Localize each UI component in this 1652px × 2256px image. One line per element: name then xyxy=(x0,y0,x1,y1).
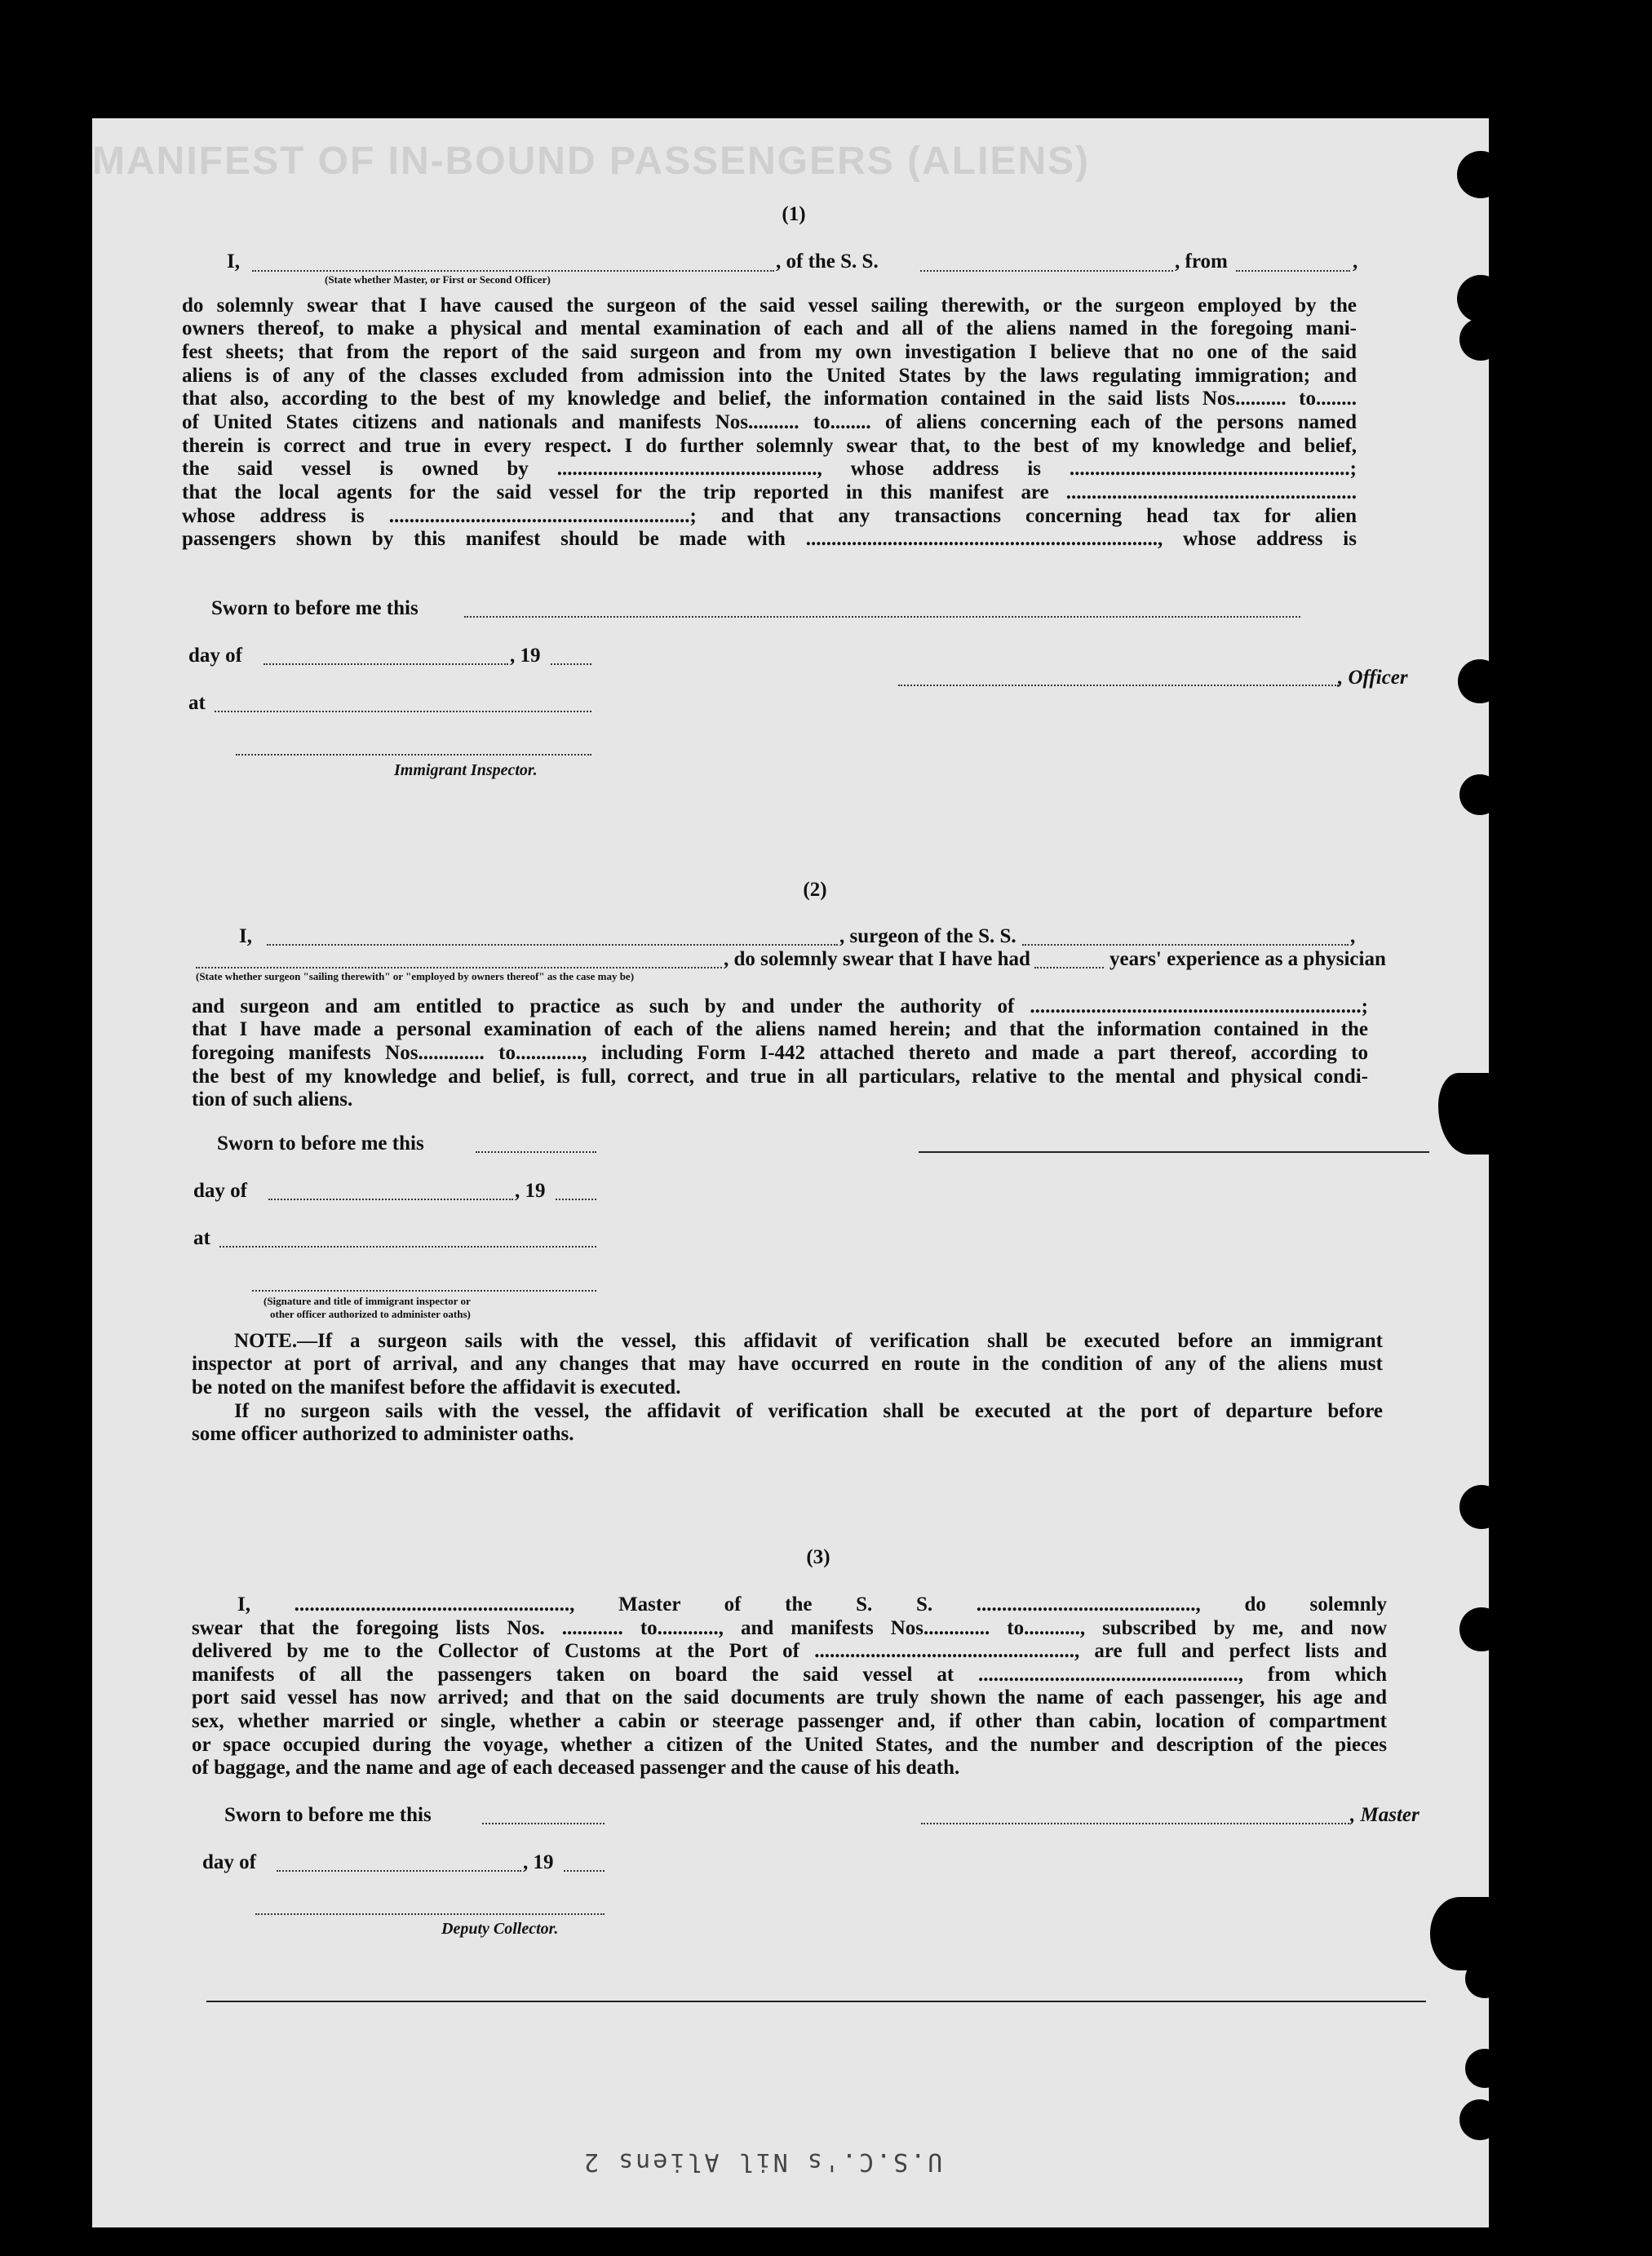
punch-hole xyxy=(1459,774,1500,815)
footer-stamp: U.S.C.'s Nil Aliens 2 xyxy=(582,2147,943,2176)
s1-line: owners thereof, to make a physical and mental examination of each and all of the aliens named in the foregoing mani- xyxy=(182,317,1357,339)
s2-at-label: at xyxy=(193,1227,210,1249)
s2-day-field[interactable] xyxy=(268,1199,513,1200)
s2-line: the best of my knowledge and belief, is full, correct, and true in all particulars, relative to the mental and physical condi- xyxy=(192,1066,1368,1088)
punch-hole xyxy=(1457,151,1504,198)
s1-at-label: at xyxy=(188,692,206,714)
s2-line: foregoing manifests Nos............. to............., including Form I-442 attached thereto and made a part thereof, according to xyxy=(192,1042,1368,1064)
s3-sworn-field[interactable] xyxy=(482,1823,605,1824)
manifest-page xyxy=(92,118,1489,2227)
s2-inspector-signature-line[interactable] xyxy=(252,1290,596,1292)
s2-line: and surgeon and am entitled to practice as such by and under the authority of .................................................................; xyxy=(192,995,1368,1017)
s3-deputy-signature-line[interactable] xyxy=(255,1913,605,1915)
s1-officer-signature-line[interactable] xyxy=(898,685,1339,686)
s2-sig-note-1: (Signature and title of immigrant inspector or xyxy=(264,1295,471,1307)
s1-year-field[interactable] xyxy=(551,663,591,665)
s2-year-label: , 19 xyxy=(515,1180,546,1202)
s1-from-label: , from xyxy=(1175,250,1228,273)
s2-note-line: NOTE.—If a surgeon sails with the vessel, this affidavit of verification shall be executed before an immigrant xyxy=(234,1330,1383,1352)
s3-day-field[interactable] xyxy=(277,1870,521,1872)
punch-hole xyxy=(1465,2049,1504,2088)
s2-years-field[interactable] xyxy=(1034,967,1104,968)
s1-officer-name-field[interactable] xyxy=(252,270,774,272)
s1-at-field[interactable] xyxy=(215,711,591,712)
s3-deputy-label: Deputy Collector. xyxy=(441,1920,559,1938)
s2-surgeon-name-field[interactable] xyxy=(267,944,838,946)
s2-sailing-status-field[interactable] xyxy=(196,967,722,968)
s1-line: that also, according to the best of my knowledge and belief, the information contained in the said lists Nos.......... to........ xyxy=(182,388,1357,410)
s1-inspector-label: Immigrant Inspector. xyxy=(394,761,538,779)
s1-line: fest sheets; that from the report of the said surgeon and from my own investigation I believe that no one of the said xyxy=(182,341,1357,363)
s2-surgeon-note: (State whether surgeon "sailing therewith" or "employed by owners thereof" as the case may be) xyxy=(196,970,635,982)
s2-note-line: some officer authorized to administer oaths. xyxy=(192,1423,574,1445)
s2-note-line: If no surgeon sails with the vessel, the affidavit of verification shall be executed at the port of departure before xyxy=(234,1400,1383,1422)
punch-hole xyxy=(1459,2099,1500,2140)
torn-edge xyxy=(1438,1073,1489,1155)
s1-officer-label: , Officer xyxy=(1338,667,1408,689)
s2-note-line: inspector at port of arrival, and any changes that may have occurred en route in the condition of any of the aliens must xyxy=(192,1353,1383,1375)
s3-line: swear that the foregoing lists Nos. ............ to............, and manifests Nos............. to..........., subscribed by me, and now xyxy=(192,1617,1387,1639)
s3-line: or space occupied during the voyage, whether a citizen of the United States, and the number and description of the pieces xyxy=(192,1734,1387,1756)
s3-line: manifests of all the passengers taken on board the said vessel at ..................................................., from which xyxy=(192,1664,1387,1686)
s2-sworn-label: Sworn to before me this xyxy=(217,1132,424,1155)
s1-comma: , xyxy=(1353,250,1358,273)
s3-line: I, ......................................................, Master of the S. S. ..........................................., do solemnly xyxy=(237,1593,1387,1616)
s2-do-swear-label: , do solemnly swear that I have had xyxy=(724,948,1030,970)
s1-line: of United States citizens and nationals and manifests Nos.......... to........ of aliens concerning each of the persons named xyxy=(182,411,1357,433)
s3-year-label: , 19 xyxy=(523,1851,554,1873)
s1-line: passengers shown by this manifest should be made with ....................................................................., whose address is xyxy=(182,528,1357,550)
s2-at-field[interactable] xyxy=(219,1246,596,1248)
s2-note-line: be noted on the manifest before the affidavit is executed. xyxy=(192,1376,681,1398)
s2-surgeon-of-label: , surgeon of the S. S. xyxy=(839,925,1016,947)
s3-master-signature-line[interactable] xyxy=(921,1823,1349,1824)
s1-inspector-signature-line[interactable] xyxy=(236,754,591,756)
s1-day-field[interactable] xyxy=(264,663,508,665)
s1-vessel-field[interactable] xyxy=(920,270,1173,272)
s1-line: the said vessel is owned by ..................................................., whose address is .......................................................; xyxy=(182,458,1357,480)
section-2-number: (2) xyxy=(803,879,827,901)
s2-sig-note-2: other officer authorized to administer oaths) xyxy=(270,1308,471,1320)
s1-line: that the local agents for the said vessel for the trip reported in this manifest are ......................................................... xyxy=(182,481,1357,503)
s1-line: therein is correct and true in every respect. I do further solemnly swear that, to the best of my knowledge and belief, xyxy=(182,435,1357,457)
torn-edge xyxy=(1430,1897,1489,1970)
s1-sworn-field[interactable] xyxy=(464,616,1300,618)
s2-day-of-label: day of xyxy=(193,1180,247,1202)
s2-surgeon-signature-line[interactable] xyxy=(919,1151,1429,1153)
punch-hole xyxy=(1459,1485,1504,1529)
s2-vessel-field[interactable] xyxy=(1022,944,1349,946)
s1-day-of-label: day of xyxy=(188,645,242,667)
s2-sworn-field[interactable] xyxy=(476,1151,596,1153)
s2-comma: , xyxy=(1350,925,1356,947)
s1-line: whose address is ...........................................................; and that any transactions concerning head tax for alien xyxy=(182,505,1357,527)
s2-line: tion of such aliens. xyxy=(192,1088,353,1110)
punch-hole xyxy=(1459,1607,1504,1651)
s3-year-field[interactable] xyxy=(564,1870,605,1872)
s1-line: do solemnly swear that I have caused the surgeon of the said vessel sailing therewith, or the surgeon employed by the xyxy=(182,295,1357,317)
s2-i-label: I, xyxy=(239,925,252,947)
bottom-rule xyxy=(206,2001,1426,2002)
bleed-through-header: MANIFEST OF IN-BOUND PASSENGERS (ALIENS) xyxy=(92,140,1091,183)
s2-year-field[interactable] xyxy=(556,1199,596,1200)
punch-hole xyxy=(1458,659,1502,703)
s3-line: of baggage, and the name and age of each deceased passenger and the cause of his death. xyxy=(192,1757,960,1779)
s1-of-ss-label: , of the S. S. xyxy=(776,250,879,273)
s1-sworn-label: Sworn to before me this xyxy=(211,597,419,619)
s3-line: delivered by me to the Collector of Customs at the Port of ..................................................., are full and perfect lists and xyxy=(192,1640,1387,1662)
section-3-number: (3) xyxy=(806,1546,830,1568)
s2-line: that I have made a personal examination of each of the aliens named herein; and that the information contained in the xyxy=(192,1018,1368,1040)
s1-i-label: I, xyxy=(227,250,240,273)
s1-from-field[interactable] xyxy=(1236,270,1350,272)
s3-line: port said vessel has now arrived; and that on the said documents are truly shown the name of each passenger, his age and xyxy=(192,1686,1387,1709)
section-1-number: (1) xyxy=(782,203,806,225)
s3-day-of-label: day of xyxy=(202,1851,256,1873)
s1-officer-note: (State whether Master, or First or Second Officer) xyxy=(325,273,551,286)
punch-hole xyxy=(1459,318,1502,361)
s3-line: sex, whether married or single, whether a cabin or steerage passenger and, if other than cabin, location of compartment xyxy=(192,1710,1387,1732)
punch-hole xyxy=(1457,275,1504,322)
s3-sworn-label: Sworn to before me this xyxy=(224,1804,432,1826)
s1-year-label: , 19 xyxy=(510,645,541,667)
s1-line: aliens is of any of the classes excluded from admission into the United States by the laws regulating immigration; and xyxy=(182,365,1357,387)
s2-years-label: years' experience as a physician xyxy=(1109,948,1386,970)
s3-master-label: , Master xyxy=(1350,1804,1419,1826)
